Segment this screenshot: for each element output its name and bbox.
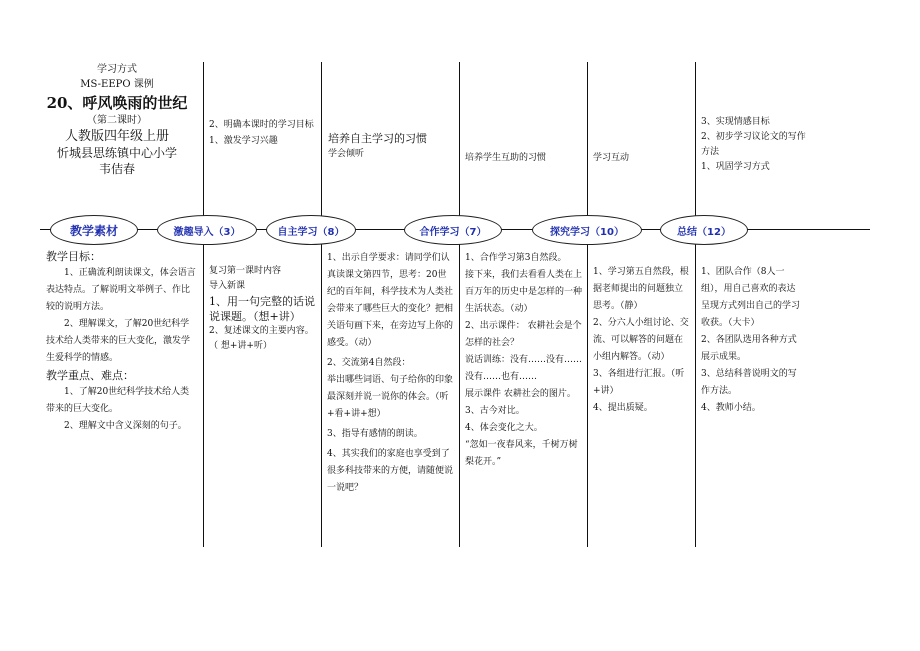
goal-text: 2、明确本课时的学习目标 xyxy=(209,120,314,130)
self-study-item: 1、出示自学要求：请同学们认真读课文第四节，思考：20世纪的百年间，科学技术为人类社会带来了哪些巨大的变化？把相关语句画下来，在旁边写上你的感受。（动） xyxy=(327,253,454,348)
learning-mode-label: 学习方式 xyxy=(97,64,137,75)
goal-col-4 xyxy=(465,150,583,163)
goals-heading: 教学目标： xyxy=(46,250,101,263)
self-study-item: 举出哪些词语、句子给你的印象最深刻并说一说你的体会。（听+看+讲+想） xyxy=(327,375,454,419)
stage-inquiry: 探究学习（10） xyxy=(532,215,642,245)
coop-item: 展示课件 农耕社会的图片。 xyxy=(465,389,576,399)
cooperative-column xyxy=(465,250,583,471)
stage-materials: 教学素材 xyxy=(50,215,138,245)
goal-item: 2、理解课文，了解20世纪科学技术给人类带来的巨大变化，激发学生爱科学的情感。 xyxy=(46,319,191,363)
intro-item: 导入新课 xyxy=(209,281,246,291)
self-study-item: 2、交流第4自然段： xyxy=(327,358,411,368)
summary-item: 4、教师小结。 xyxy=(701,403,761,413)
header-block xyxy=(40,62,220,177)
inquiry-item: 2、分六人小组讨论、交流、可以解答的问题在小组内解答。（动） xyxy=(593,318,689,362)
intro-item: 1、用一句完整的话说说课题。（想+讲） xyxy=(209,295,315,323)
intro-column xyxy=(209,264,317,354)
intro-item: 复习第一课时内容 xyxy=(209,266,282,276)
goal-text: 3、实现情感目标 xyxy=(701,117,770,127)
divider-2 xyxy=(321,62,322,547)
inquiry-item: 1、学习第五自然段，根据老师提出的问题独立思考。（静） xyxy=(593,267,689,311)
self-study-item: 4、其实我们的家庭也享受到了很多科技带来的方便，请随便说一说吧？ xyxy=(327,449,454,493)
self-study-column xyxy=(327,250,455,497)
key-item: 2、理解文中含义深刻的句子。 xyxy=(64,421,187,431)
teacher-label: 韦佶春 xyxy=(98,162,135,176)
lesson-title: 20、呼风唤雨的世纪 xyxy=(46,94,188,112)
summary-item: 2、各团队选用各种方式展示成果。 xyxy=(701,335,797,362)
divider-4 xyxy=(587,62,588,547)
goal-text: 学会倾听 xyxy=(328,149,365,159)
coop-item: 3、古今对比。 xyxy=(465,406,525,416)
summary-item: 1、团队合作（8人一组），用自己喜欢的表达呈现方式列出自己的学习收获。（大卡） xyxy=(701,267,801,328)
summary-column xyxy=(701,264,801,417)
materials-column xyxy=(46,248,198,435)
coop-item: 接下来，我们去看看人类在上百万年的历史中是怎样的一种生活状态。（动） xyxy=(465,270,583,314)
coop-quote: “忽如一夜春风来，千树万树梨花开。” xyxy=(465,440,578,467)
goal-col-6 xyxy=(701,115,813,175)
textbook-label: 人教版四年级上册 xyxy=(64,129,169,144)
goal-text: 学习互动 xyxy=(593,153,630,163)
inquiry-item: 3、各组进行汇报。（听+讲） xyxy=(593,369,685,396)
inquiry-column xyxy=(593,264,691,417)
divider-3 xyxy=(459,62,460,547)
coop-item: 2、出示课件： 农耕社会是个怎样的社会？ xyxy=(465,321,582,348)
goal-item: 1、正确流利朗读课文，体会语言表达特点。了解说明文举例子、作比较的说明方法。 xyxy=(46,268,196,312)
summary-item: 3、总结科普说明文的写作方法。 xyxy=(701,369,797,396)
divider-5 xyxy=(695,62,696,547)
stage-cooperative: 合作学习（7） xyxy=(404,215,502,245)
goal-col-5 xyxy=(593,150,691,163)
coop-item: 4、体会变化之大。 xyxy=(465,423,543,433)
stage-summary: 总结（12） xyxy=(660,215,748,245)
goal-text: 培养学生互助的习惯 xyxy=(465,153,547,163)
school-label: 忻城县思练镇中心小学 xyxy=(56,146,177,160)
stage-intro: 激趣导入（3） xyxy=(157,215,257,245)
coop-item: 1、合作学习第3自然段。 xyxy=(465,253,567,263)
inquiry-item: 4、提出质疑。 xyxy=(593,403,653,413)
self-study-item: 3、指导有感情的朗读。 xyxy=(327,429,423,439)
goal-text: 1、激发学习兴趣 xyxy=(209,136,278,146)
key-item: 1、了解20世纪科学技术给人类带来的巨大变化。 xyxy=(46,387,190,414)
goal-text: 1、巩固学习方式 xyxy=(701,162,770,172)
lesson-type-label: MS-EEPO 课例 xyxy=(80,79,154,90)
goal-text: 培养自主学习的习惯 xyxy=(328,132,427,145)
key-heading: 教学重点、难点： xyxy=(46,369,134,382)
coop-item: 说话训练：没有……没有……没有……也有…… xyxy=(465,355,583,382)
lesson-period: （第二课时） xyxy=(87,115,147,126)
intro-item: 2、复述课文的主要内容。（ 想+讲+听） xyxy=(209,326,314,351)
goal-col-2 xyxy=(209,117,317,149)
goal-text: 2、初步学习议论文的写作方法 xyxy=(701,132,806,157)
goal-col-3 xyxy=(328,131,456,161)
stage-self-study: 自主学习（8） xyxy=(266,215,356,245)
